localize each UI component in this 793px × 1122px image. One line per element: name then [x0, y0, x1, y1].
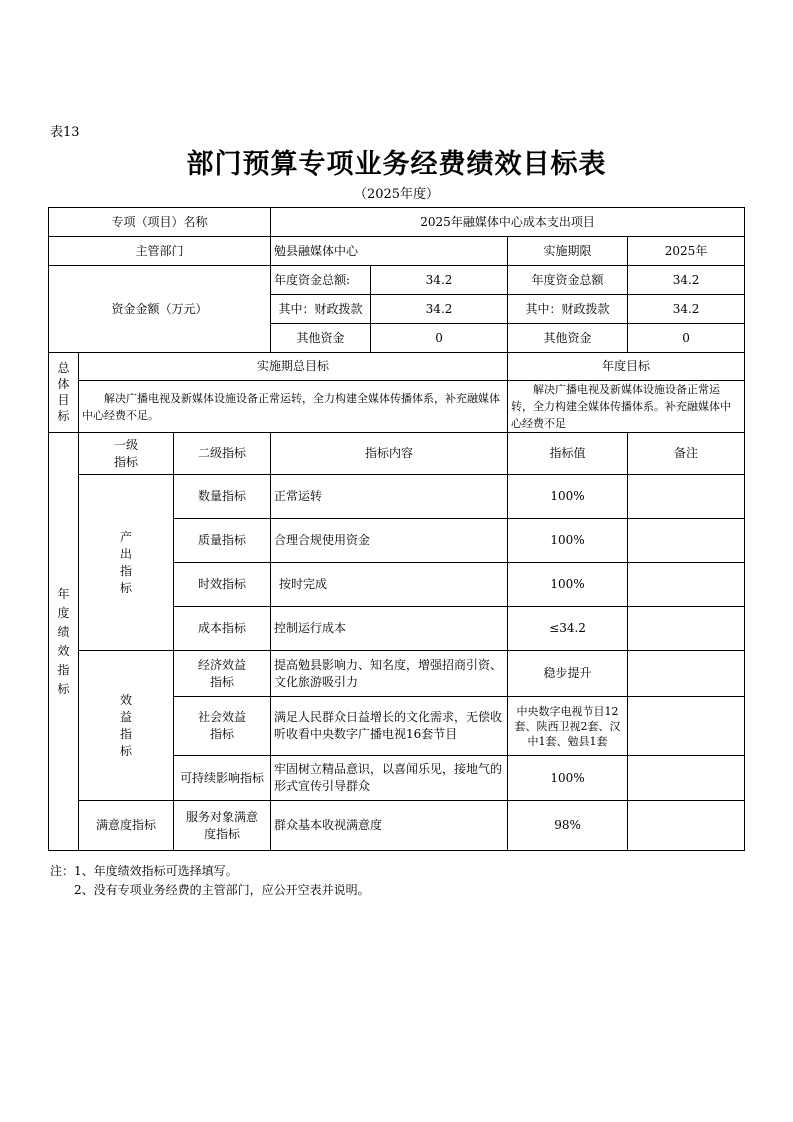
annual-goal-text: 解决广播电视及新媒体设施设备正常运转，全力构建全媒体传播体系。补充融媒体中心经费不足: [508, 381, 745, 433]
period-goal-header: 实施期总目标: [79, 353, 508, 381]
level2-cell: 可持续影响指标: [174, 756, 271, 801]
annual-total-value-2: 34.2: [628, 266, 745, 295]
fiscal-value-2: 34.2: [628, 295, 745, 324]
table-row: [49, 801, 745, 851]
table-row: [49, 475, 745, 519]
fiscal-label-2: 其中：财政拨款: [508, 295, 628, 324]
level2-text: 经济效益指标: [198, 657, 247, 689]
remark-cell: [628, 756, 745, 801]
footnotes: [50, 862, 370, 900]
remark-cell: [628, 519, 745, 563]
overall-goals-side-text: 总体目标: [57, 361, 70, 423]
benefit-indicators-label: [79, 651, 174, 801]
annual-indicators-side-text: 年度绩效指标: [57, 586, 70, 696]
content-cell: 正常运转: [271, 475, 508, 519]
project-name-row: [49, 208, 745, 237]
funds-label: 资金金额（万元）: [49, 266, 271, 353]
page-subtitle: （2025年度）: [353, 187, 440, 202]
other-funds-label: 其他资金: [271, 324, 371, 353]
level2-cell: 质量指标: [174, 519, 271, 563]
fiscal-value: 34.2: [371, 295, 508, 324]
output-indicators-text: 产出指标: [120, 529, 133, 595]
content-cell: 按时完成: [271, 563, 508, 607]
value-cell: 100%: [508, 519, 628, 563]
content-cell: 控制运行成本: [271, 607, 508, 651]
table-number: 表13: [50, 125, 80, 140]
output-indicators-label: [79, 475, 174, 651]
content-cell: 牢固树立精品意识，以喜闻乐见，接地气的形式宣传引导群众: [271, 756, 508, 801]
value-header: 指标值: [508, 433, 628, 475]
content-cell: 满足人民群众日益增长的文化需求，无偿收听收看中央数字广播电视16套节目: [271, 697, 508, 756]
other-funds-value-2: 0: [628, 324, 745, 353]
annual-total-value: 34.2: [371, 266, 508, 295]
table-row: [49, 651, 745, 697]
footnote-1: 注：1、年度绩效指标可选择填写。: [50, 864, 238, 878]
content-cell: 群众基本收视满意度: [271, 801, 508, 851]
value-cell: 中央数字电视节目12套、陕西卫视2套、汉中1套、勉县1套: [508, 697, 628, 756]
satisfaction-indicators-label: 满意度指标: [79, 801, 174, 851]
value-cell: ≤34.2: [508, 607, 628, 651]
remark-cell: [628, 607, 745, 651]
funds-total-row: [49, 266, 745, 295]
content-cell: 提高勉县影响力、知名度，增强招商引资、文化旅游吸引力: [271, 651, 508, 697]
overall-goals-side-label: [49, 353, 79, 433]
other-funds-value: 0: [371, 324, 508, 353]
project-name-value: 2025年融媒体中心成本支出项目: [271, 208, 745, 237]
indicators-header-row: [49, 433, 745, 475]
annual-indicators-side-label: [49, 433, 79, 851]
content-cell: 合理合规使用资金: [271, 519, 508, 563]
remark-cell: [628, 801, 745, 851]
performance-table: [48, 207, 745, 851]
period-label: 实施期限: [508, 237, 628, 266]
benefit-indicators-text: 效益指标: [120, 692, 133, 758]
level2-cell: 数量指标: [174, 475, 271, 519]
level2-cell: 成本指标: [174, 607, 271, 651]
value-cell: 稳步提升: [508, 651, 628, 697]
value-cell: 100%: [508, 756, 628, 801]
level2-text: 服务对象满意度指标: [186, 809, 259, 841]
level2-cell: [174, 697, 271, 756]
value-cell: 98%: [508, 801, 628, 851]
goals-header-row: [49, 353, 745, 381]
value-cell: 100%: [508, 475, 628, 519]
annual-total-label-2: 年度资金总额: [508, 266, 628, 295]
annual-total-label: 年度资金总额:: [271, 266, 371, 295]
level2-cell: [174, 651, 271, 697]
page-title: 部门预算专项业务经费绩效目标表: [186, 149, 607, 180]
department-row: [49, 237, 745, 266]
period-goal-text: 解决广播电视及新媒体设施设备正常运转，全力构建全媒体传播体系，补充融媒体中心经费不足。: [79, 381, 508, 433]
level2-cell: 时效指标: [174, 563, 271, 607]
department-value: 勉县融媒体中心: [271, 237, 508, 266]
period-value: 2025年: [628, 237, 745, 266]
level2-text: 社会效益指标: [198, 710, 247, 741]
level1-header: [79, 433, 174, 475]
fiscal-label: 其中：财政拨款: [271, 295, 371, 324]
annual-goal-header: 年度目标: [508, 353, 745, 381]
footnote-2: 2、没有专项业务经费的主管部门，应公开空表并说明。: [74, 883, 370, 897]
remark-cell: [628, 563, 745, 607]
value-cell: 100%: [508, 563, 628, 607]
remark-cell: [628, 475, 745, 519]
remark-header: 备注: [628, 433, 745, 475]
level2-header: 二级指标: [174, 433, 271, 475]
level2-cell: [174, 801, 271, 851]
content-header: 指标内容: [271, 433, 508, 475]
remark-cell: [628, 651, 745, 697]
other-funds-label-2: 其他资金: [508, 324, 628, 353]
department-label: 主管部门: [49, 237, 271, 266]
project-name-label: 专项（项目）名称: [49, 208, 271, 237]
goals-text-row: [49, 381, 745, 433]
level1-header-text: 一级指标: [113, 437, 138, 469]
remark-cell: [628, 697, 745, 756]
